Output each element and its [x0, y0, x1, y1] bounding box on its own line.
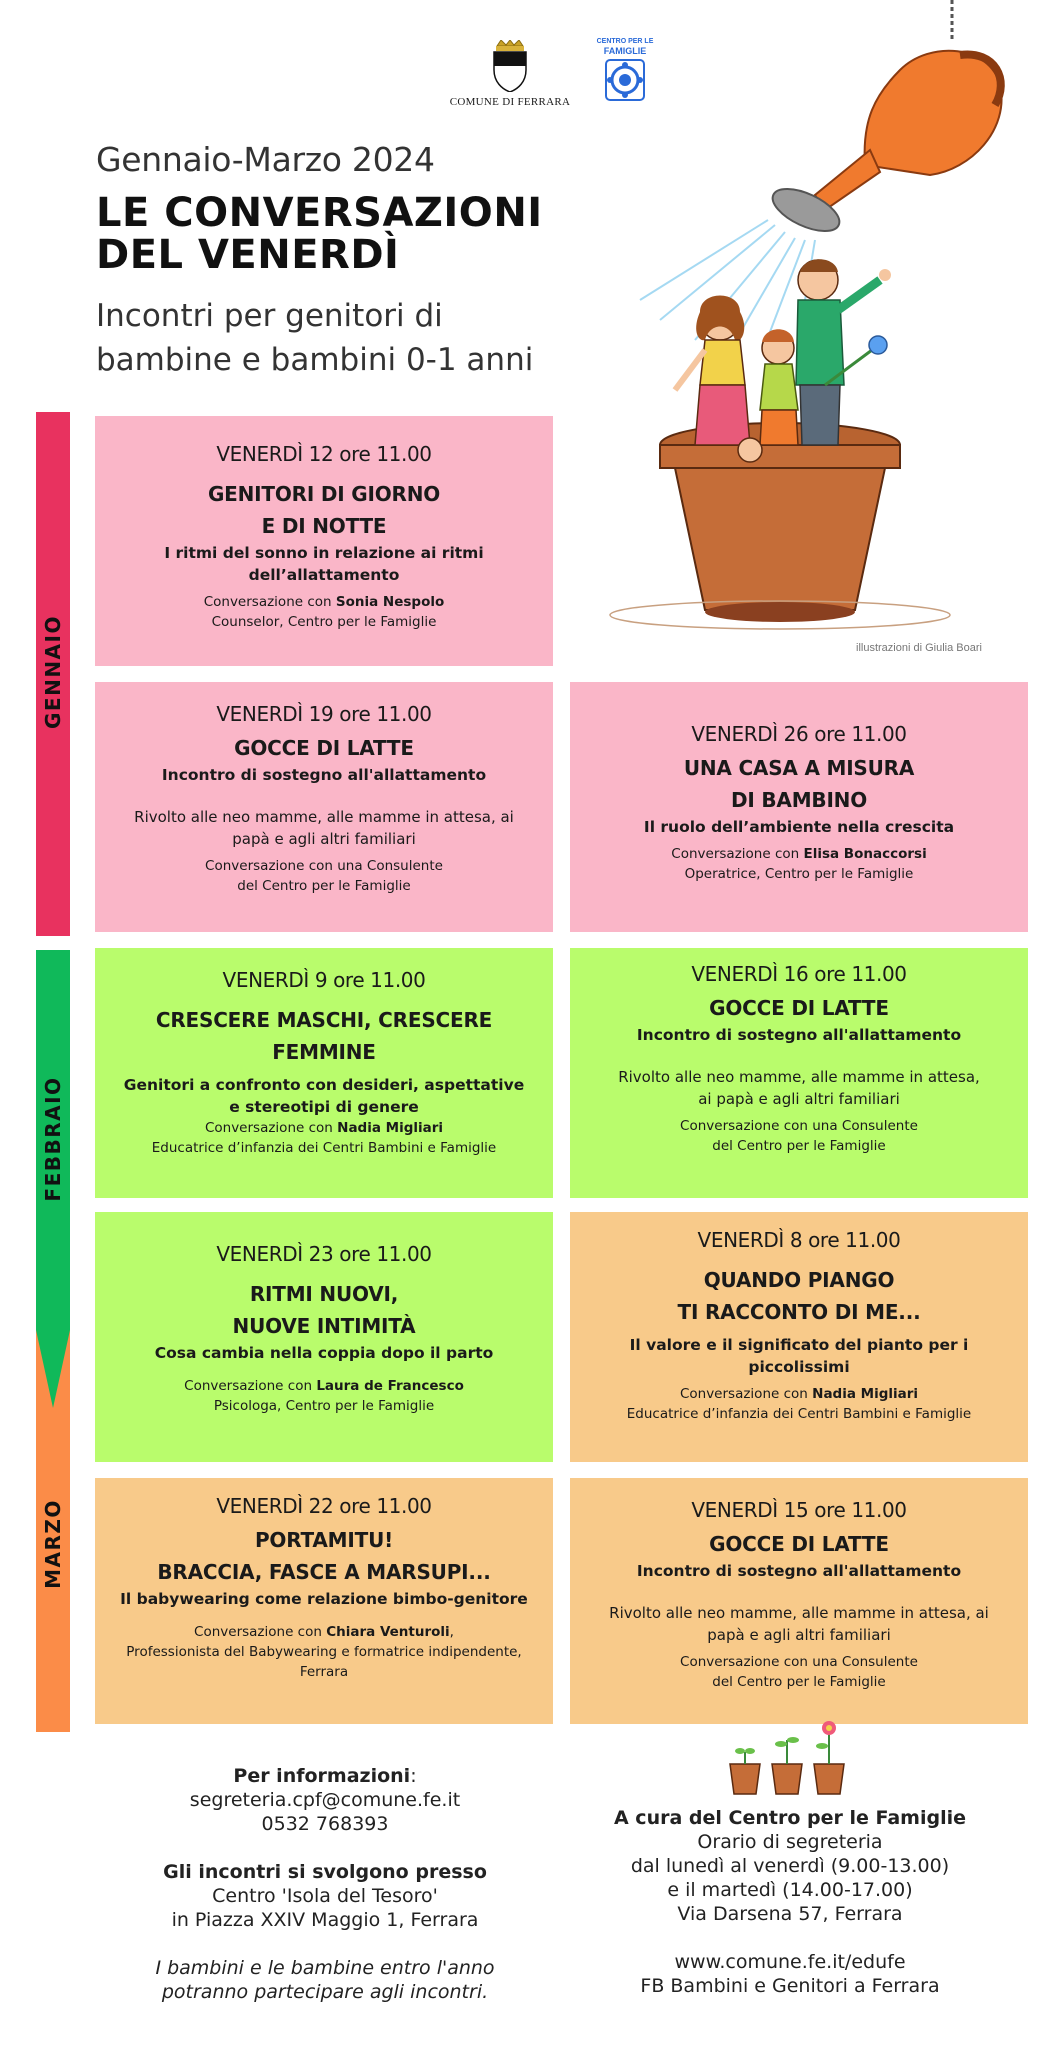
event-card-mar8: [570, 1212, 1028, 1462]
event-audience-line1: Rivolto alle neo mamme, alle mamme in attesa,: [618, 1068, 980, 1086]
event-title-line1: GOCCE DI LATTE: [709, 1532, 889, 1556]
event-title-line2: NUOVE INTIMITÀ: [232, 1314, 416, 1338]
event-title-line2: BRACCIA, FASCE A MARSUPI...: [157, 1560, 491, 1584]
speaker-name: Nadia Migliari: [337, 1120, 444, 1136]
comune-di-ferrara-logo: [440, 40, 580, 120]
speaker-line1: Conversazione con una Consulente: [680, 1654, 918, 1670]
event-date: VENERDÌ 9 ore 11.00: [222, 968, 426, 992]
event-title-line1: UNA CASA A MISURA: [683, 756, 915, 780]
month-label-gennaio: GENNAIO: [41, 615, 65, 729]
event-audience-line2: papà e agli altri familiari: [232, 830, 416, 848]
speaker-prefix: Conversazione con: [679, 1386, 813, 1402]
event-date: VENERDÌ 16 ore 11.00: [691, 962, 907, 986]
ferrara-crest-icon: [491, 40, 529, 92]
event-subtitle-line2: e stereotipi di genere: [229, 1098, 419, 1116]
cpf-logo-line1: CENTRO PER LE: [596, 38, 654, 45]
children-note-line2: potranno partecipare agli incontri.: [161, 1981, 489, 2003]
comune-logo-text: COMUNE DI FERRARA: [449, 96, 571, 108]
cpf-logo-line2: FAMIGLIE: [603, 46, 647, 56]
speaker-line2: del Centro per le Famiglie: [712, 1138, 886, 1154]
event-title-line1: GENITORI DI GIORNO: [207, 482, 441, 506]
page-title-line2: DEL VENERDÌ: [96, 232, 400, 278]
event-date: VENERDÌ 19 ore 11.00: [216, 702, 432, 726]
event-title-line1: GOCCE DI LATTE: [234, 736, 414, 760]
office-hours-label: Orario di segreteria: [697, 1831, 883, 1853]
event-speaker: [111, 1376, 537, 1396]
speaker-name: Chiara Venturoli: [326, 1624, 450, 1640]
speaker-prefix: Conversazione con: [671, 846, 804, 862]
event-subtitle-line1: Incontro di sostegno all'allattamento: [161, 766, 487, 784]
event-speaker: [586, 844, 1012, 864]
venue-name: Centro 'Isola del Tesoro': [212, 1885, 438, 1907]
speaker-role-line1: Professionista del Babywearing e formatrice indipendente,: [126, 1644, 522, 1660]
event-title-line1: CRESCERE MASCHI, CRESCERE: [155, 1008, 493, 1032]
event-subtitle-line1: Cosa cambia nella coppia dopo il parto: [154, 1344, 494, 1362]
speaker-role: Operatrice, Centro per le Famiglie: [684, 866, 914, 882]
event-speaker: [586, 1384, 1012, 1404]
month-label-marzo: MARZO: [41, 1499, 65, 1589]
speaker-name: Laura de Francesco: [316, 1378, 464, 1394]
page-title: [96, 192, 543, 276]
event-card-feb16: [570, 948, 1028, 1198]
contact-phone[interactable]: 0532 768393: [261, 1813, 389, 1835]
venue-label-text: Gli incontri si svolgono presso: [163, 1861, 487, 1883]
speaker-suffix: ,: [449, 1624, 454, 1640]
event-card-mar15: [570, 1478, 1028, 1724]
event-subtitle-line1: Il ruolo dell’ambiente nella crescita: [643, 818, 955, 836]
speaker-line2: del Centro per le Famiglie: [712, 1674, 886, 1690]
event-card-jan19: [95, 682, 553, 932]
speaker-role-line2: Ferrara: [299, 1664, 349, 1680]
event-date: VENERDÌ 26 ore 11.00: [691, 722, 907, 746]
speaker-name: Nadia Migliari: [812, 1386, 919, 1402]
page-subtitle: [96, 294, 533, 382]
speaker-prefix: Conversazione con: [203, 594, 336, 610]
page-title-line1: LE CONVERSAZIONI: [96, 190, 543, 236]
event-date: VENERDÌ 12 ore 11.00: [216, 442, 432, 466]
event-date: VENERDÌ 22 ore 11.00: [216, 1494, 432, 1518]
speaker-line1: Conversazione con una Consulente: [205, 858, 443, 874]
event-card-feb9: [95, 948, 553, 1198]
info-label: Per informazioni: [233, 1765, 411, 1787]
event-date: VENERDÌ 8 ore 11.00: [697, 1228, 901, 1252]
period: Gennaio-Marzo 2024: [96, 140, 435, 179]
event-card-mar22: [95, 1478, 553, 1724]
event-speaker: [111, 1118, 537, 1138]
event-title-line1: PORTAMITU!: [254, 1528, 394, 1552]
event-card-jan12: [95, 416, 553, 666]
speaker-prefix: Conversazione con: [194, 1624, 327, 1640]
event-date: VENERDÌ 23 ore 11.00: [216, 1242, 432, 1266]
event-audience-line2: ai papà e agli altri familiari: [698, 1090, 900, 1108]
speaker-line2: del Centro per le Famiglie: [237, 878, 411, 894]
office-hours-line1: dal lunedì al venerdì (9.00-13.00): [630, 1855, 950, 1877]
event-title-line2: TI RACCONTO DI ME...: [677, 1300, 921, 1324]
event-subtitle-line1: Il babywearing come relazione bimbo-genitore: [120, 1590, 528, 1608]
speaker-line1: Conversazione con una Consulente: [680, 1118, 918, 1134]
event-subtitle-line1: Genitori a confronto con desideri, aspettative: [123, 1076, 525, 1094]
month-label-febbraio: FEBBRAIO: [41, 1076, 65, 1202]
event-card-feb23: [95, 1212, 553, 1462]
footer-organizer: [580, 1806, 1000, 1998]
event-speaker: [111, 592, 537, 612]
facebook-link[interactable]: FB Bambini e Genitori a Ferrara: [640, 1975, 940, 1997]
sprouting-pots-icon: [724, 1718, 854, 1798]
speaker-role: Counselor, Centro per le Famiglie: [211, 614, 437, 630]
event-subtitle-line1: Il valore e il significato del pianto per i: [629, 1336, 969, 1354]
event-speaker: [111, 1622, 537, 1642]
illustration-credit: illustrazioni di Giulia Boari: [856, 642, 982, 654]
event-subtitle-line1: Incontro di sostegno all'allattamento: [636, 1562, 962, 1580]
info-colon: :: [410, 1765, 417, 1787]
venue-address: in Piazza XXIV Maggio 1, Ferrara: [171, 1909, 479, 1931]
event-date: VENERDÌ 15 ore 11.00: [691, 1498, 907, 1522]
event-card-jan26: [570, 682, 1028, 932]
event-subtitle-line1: Incontro di sostegno all'allattamento: [636, 1026, 962, 1044]
event-title-line2: FEMMINE: [272, 1040, 376, 1064]
page-subtitle-line2: bambine e bambini 0-1 anni: [96, 342, 534, 378]
organizer-text: A cura del Centro per le Famiglie: [613, 1807, 966, 1829]
event-title-line1: RITMI NUOVI,: [249, 1282, 399, 1306]
children-note-line1: I bambini e le bambine entro l'anno: [155, 1957, 495, 1979]
page-subtitle-line1: Incontri per genitori di: [96, 298, 443, 334]
contact-email[interactable]: segreteria.cpf@comune.fe.it: [189, 1789, 461, 1811]
event-audience-line1: Rivolto alle neo mamme, alle mamme in attesa, ai: [609, 1604, 989, 1622]
speaker-role: Educatrice d’infanzia dei Centri Bambini e Famiglie: [151, 1140, 497, 1156]
event-audience-line1: Rivolto alle neo mamme, alle mamme in attesa, ai: [134, 808, 514, 826]
speaker-prefix: Conversazione con: [184, 1378, 317, 1394]
speaker-prefix: Conversazione con: [204, 1120, 338, 1136]
family-pot-illustration: [600, 0, 1020, 630]
venue-label: [100, 1860, 550, 1884]
office-hours-line2: e il martedì (14.00-17.00): [667, 1879, 913, 1901]
event-title-line1: GOCCE DI LATTE: [709, 996, 889, 1020]
office-address: Via Darsena 57, Ferrara: [677, 1903, 903, 1925]
organizer-label: [580, 1806, 1000, 1830]
info-label-line: [100, 1764, 550, 1788]
event-title-line1: QUANDO PIANGO: [703, 1268, 895, 1292]
event-subtitle-line2: dell’allattamento: [248, 566, 400, 584]
event-title-line2: DI BAMBINO: [730, 788, 868, 812]
speaker-role: Educatrice d’infanzia dei Centri Bambini e Famiglie: [626, 1406, 972, 1422]
speaker-role: Psicologa, Centro per le Famiglie: [213, 1398, 435, 1414]
speaker-name: Elisa Bonaccorsi: [803, 846, 927, 862]
event-subtitle-line2: piccolissimi: [748, 1358, 850, 1376]
website-link[interactable]: www.comune.fe.it/edufe: [674, 1951, 906, 1973]
footer-contacts: [100, 1764, 550, 2004]
event-subtitle-line1: I ritmi del sonno in relazione ai ritmi: [164, 544, 484, 562]
speaker-name: Sonia Nespolo: [335, 594, 445, 610]
event-audience-line2: papà e agli altri familiari: [707, 1626, 891, 1644]
event-title-line2: E DI NOTTE: [261, 514, 387, 538]
